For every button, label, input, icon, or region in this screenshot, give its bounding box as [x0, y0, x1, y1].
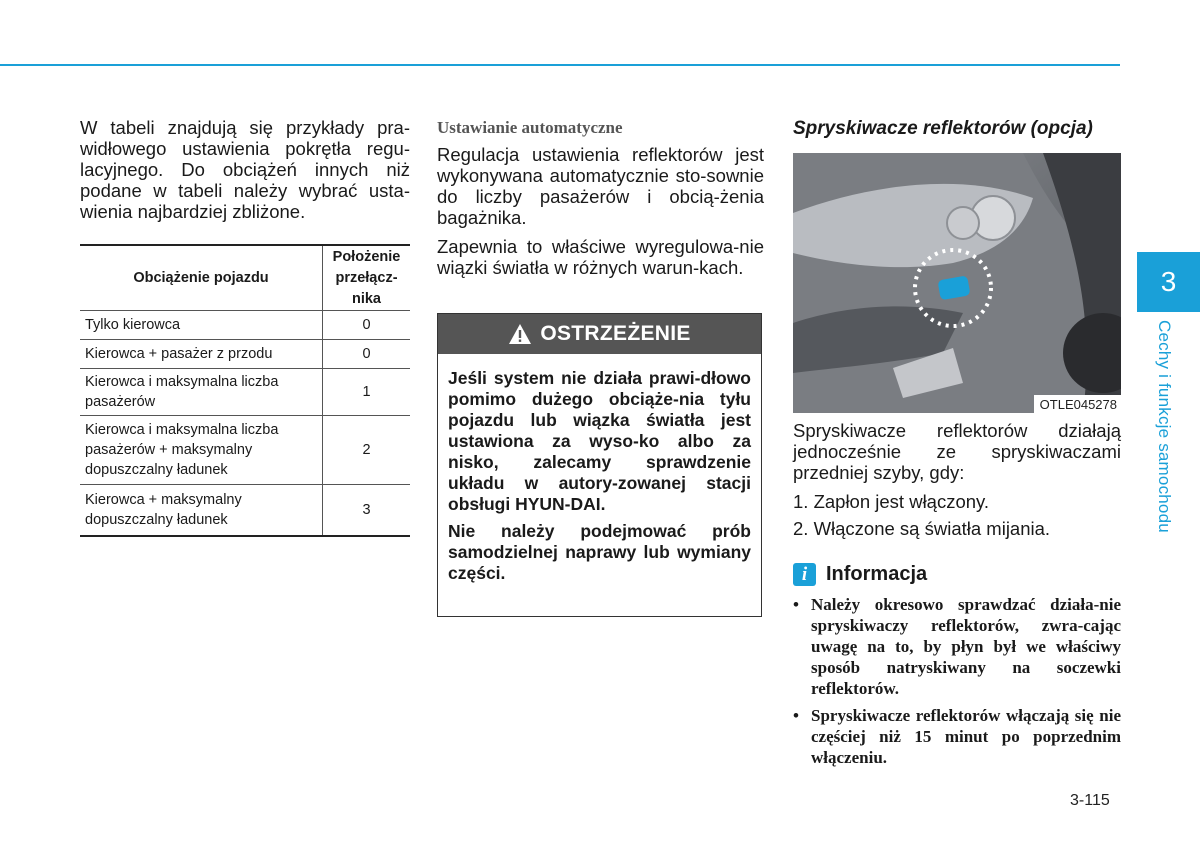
cell-load: Kierowca + pasażer z przodu: [80, 340, 323, 369]
warning-box: [437, 313, 762, 617]
table-row: [80, 311, 410, 340]
info-item-text: Spryskiwacze reflektorów włączają się nie częściej niż 15 minut po poprzednim włączeniu.: [811, 706, 1121, 767]
beam-paragraph: Zapewnia to właściwe wyregulowa-nie wiązki światła w różnych warun-kach.: [437, 236, 764, 278]
warning-triangle-icon: [508, 323, 532, 345]
chapter-label: Cechy i funkcje samochodu: [1155, 320, 1174, 533]
cell-position: 0: [323, 311, 411, 340]
warning-header: [438, 314, 761, 354]
auto-adjust-paragraph: Regulacja ustawienia reflektorów jest wykonywana automatycznie sto-sownie do liczby pasażerów i obcią-żenia bagażnika.: [437, 144, 764, 228]
list-item: [793, 594, 1121, 699]
list-item: 1. Zapłon jest włączony.: [793, 491, 990, 512]
table-row: [80, 416, 410, 485]
table-row: [80, 340, 410, 369]
header-load: Obciążenie pojazdu: [80, 245, 323, 311]
page-number: 3-115: [1070, 792, 1110, 809]
list-item: [793, 705, 1121, 768]
cell-load: Kierowca i maksymalna liczba pasażerów: [80, 369, 323, 416]
bullet-icon: •: [793, 706, 799, 725]
cell-load: Kierowca + maksymalny dopuszczalny ładunek: [80, 485, 323, 537]
top-rule: [0, 64, 1120, 66]
table-header-row: [80, 245, 410, 311]
cell-position: 1: [323, 369, 411, 416]
table-row: [80, 369, 410, 416]
headlamp-washer-photo: [793, 153, 1121, 413]
chapter-tab: 3: [1137, 252, 1200, 312]
warning-body: [438, 354, 761, 584]
table-row: [80, 485, 410, 537]
intro-paragraph: W tabeli znajdują się przykłady pra-widłowego ustawienia pokrętła regu-lacyjnego. Do obciążeń innych niż podane w tabeli należy wybrać usta-wienia najbardziej zbliżone.: [80, 117, 410, 222]
info-title: Informacja: [826, 563, 928, 585]
conditions-list: [793, 488, 1121, 542]
list-item: 2. Włączone są światła mijania.: [793, 518, 1051, 539]
warning-title: OSTRZEŻENIE: [540, 322, 691, 345]
bullet-icon: •: [793, 595, 799, 614]
auto-adjust-heading: Ustawianie automatyczne: [437, 118, 623, 137]
cell-position: 0: [323, 340, 411, 369]
washer-paragraph: Spryskiwacze reflektorów działają jednocześnie ze spryskiwaczami przedniej szyby, gdy:: [793, 420, 1121, 483]
image-code: OTLE045278: [1034, 395, 1121, 413]
info-icon: i: [793, 563, 816, 586]
cell-position: 2: [323, 416, 411, 485]
washer-section-title: Spryskiwacze reflektorów (opcja): [793, 118, 1093, 139]
warning-text-1: Jeśli system nie działa prawi-dłowo pomimo dużego obciąże-nia tyłu pojazdu lub wiązka światła jest ustawiona za wyso-ko albo za nisko, zalecamy sprawdzenie układu w autory-zowanej stacji obsługi HYUN-DAI.: [448, 368, 751, 514]
info-list: [793, 594, 1121, 774]
info-header: [793, 563, 927, 586]
cell-load: Kierowca i maksymalna liczba pasażerów + maksymalny dopuszczalny ładunek: [80, 416, 323, 485]
load-settings-table: [80, 244, 410, 537]
header-position: Położenie przełącz-nika: [323, 245, 411, 311]
cell-position: 3: [323, 485, 411, 537]
warning-text-2: Nie należy podejmować prób samodzielnej naprawy lub wymiany części.: [448, 521, 751, 583]
cell-load: Tylko kierowca: [80, 311, 323, 340]
info-item-text: Należy okresowo sprawdzać działa-nie spryskiwaczy reflektorów, zwra-cając uwagę na to, by płyn był we właściwy sposób natryskiwany na soczewki reflektorów.: [811, 595, 1121, 698]
